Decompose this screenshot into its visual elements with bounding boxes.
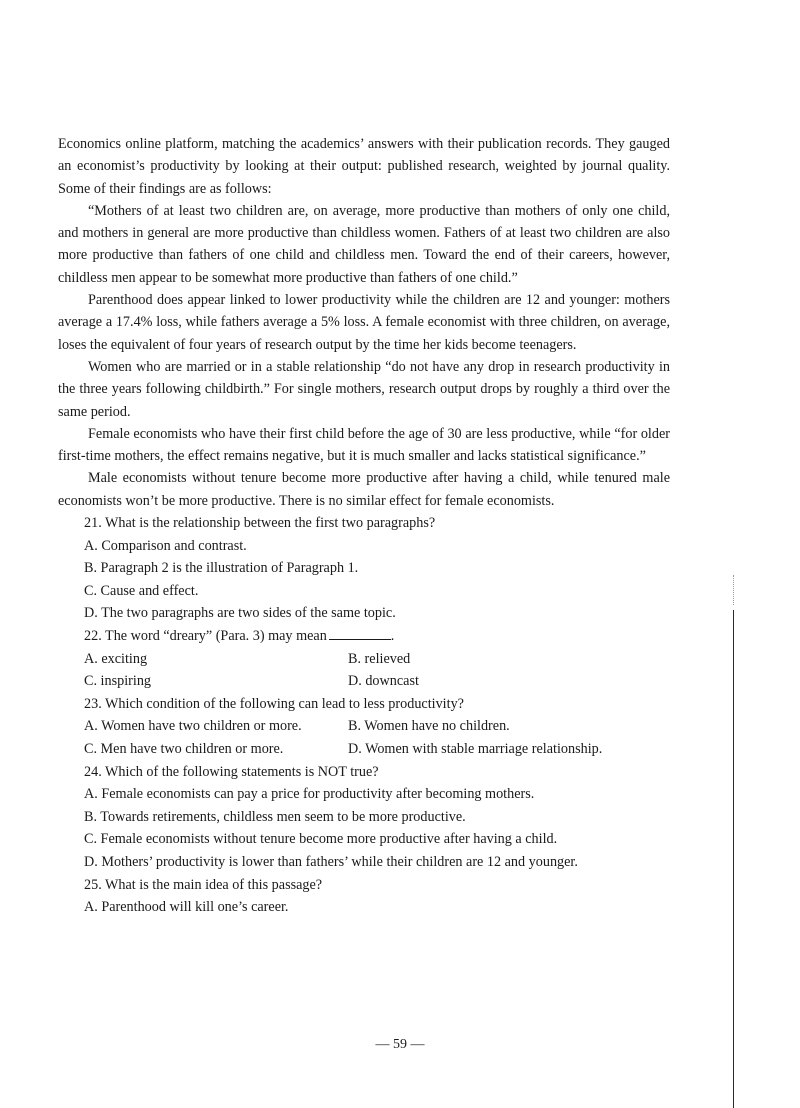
passage-paragraph-3: Women who are married or in a stable relationship “do not have any drop in research productivity in the three years following childbirth.” For single mothers, research output drops by roughly a third over the same period. — [58, 358, 670, 420]
option-a: A. Women have two children or more. — [84, 718, 302, 735]
question-25 — [58, 874, 670, 919]
scan-edge-mark — [733, 575, 735, 605]
passage-paragraph-4: Female economists who have their first child before the age of 30 are less productive, while “for older first-time mothers, the effect remains negative, but it is much smaller and lacks statistical significance.” — [58, 425, 670, 465]
option-a: A. Parenthood will kill one’s career. — [84, 899, 289, 916]
option-b: B. Paragraph 2 is the illustration of Paragraph 1. — [84, 560, 359, 577]
option-d: D. Women with stable marriage relationship. — [348, 740, 603, 757]
option-a: A. Female economists can pay a price for productivity after becoming mothers. — [84, 786, 535, 803]
passage-paragraph-0: Economics online platform, matching the academics’ answers with their publication records. They gauged an economist’s productivity by looking at their output: published research, weighted by journal quality. Some of their findings are as follows: — [58, 136, 670, 197]
question-stem — [58, 625, 670, 648]
question-stem: 24. Which of the following statements is NOT true? — [84, 763, 379, 780]
option-b: B. Women have no children. — [348, 718, 510, 735]
option-row — [58, 715, 670, 738]
option-a: A. exciting — [84, 650, 148, 667]
option-a: A. Comparison and contrast. — [84, 537, 247, 554]
passage-paragraph-1: “Mothers of at least two children are, on average, more productive than mothers of only one child, and mothers in general are more productive than childless women. Fathers of at least two children are also more productive than fathers of one child and childless men. Toward the end of their careers, however, childless men appear to be somewhat more productive than fathers of one child.” — [58, 202, 670, 286]
answer-blank — [329, 625, 391, 640]
option-b: B. Towards retirements, childless men seem to be more productive. — [84, 808, 466, 825]
option-row — [58, 738, 670, 761]
question-22 — [58, 625, 670, 693]
option-c: C. Men have two children or more. — [84, 740, 284, 757]
question-stem: 23. Which condition of the following can lead to less productivity? — [84, 695, 464, 712]
option-d: D. downcast — [348, 673, 419, 690]
question-stem: 21. What is the relationship between the first two paragraphs? — [84, 515, 436, 532]
question-21 — [58, 512, 670, 625]
option-d: D. Mothers’ productivity is lower than fathers’ while their children are 12 and younger. — [84, 853, 578, 870]
reading-passage — [58, 133, 670, 919]
passage-paragraph-5: Male economists without tenure become more productive after having a child, while tenured male economists won’t be more productive. There is no similar effect for female economists. — [58, 470, 670, 509]
option-row — [58, 648, 670, 671]
option-d: D. The two paragraphs are two sides of the same topic. — [84, 605, 396, 622]
question-stem-text: 22. The word “dreary” (Para. 3) may mean — [84, 628, 327, 645]
option-c: C. Female economists without tenure become more productive after having a child. — [84, 831, 558, 848]
question-24 — [58, 761, 670, 874]
question-23 — [58, 693, 670, 761]
option-row — [58, 670, 670, 693]
option-c: C. inspiring — [84, 673, 152, 690]
question-stem-end: . — [390, 628, 395, 645]
scan-edge-line — [733, 610, 734, 1108]
question-stem: 25. What is the main idea of this passage? — [84, 876, 323, 893]
page-number: — 59 — — [375, 1037, 425, 1052]
passage-paragraph-2: Parenthood does appear linked to lower productivity while the children are 12 and younger: mothers average a 17.4% loss, while fathers average a 5% loss. A female economist with three children, on average, loses the equivalent of four years of research output by the time her kids become teenagers. — [58, 292, 670, 353]
option-c: C. Cause and effect. — [84, 582, 199, 599]
option-b: B. relieved — [348, 650, 411, 667]
